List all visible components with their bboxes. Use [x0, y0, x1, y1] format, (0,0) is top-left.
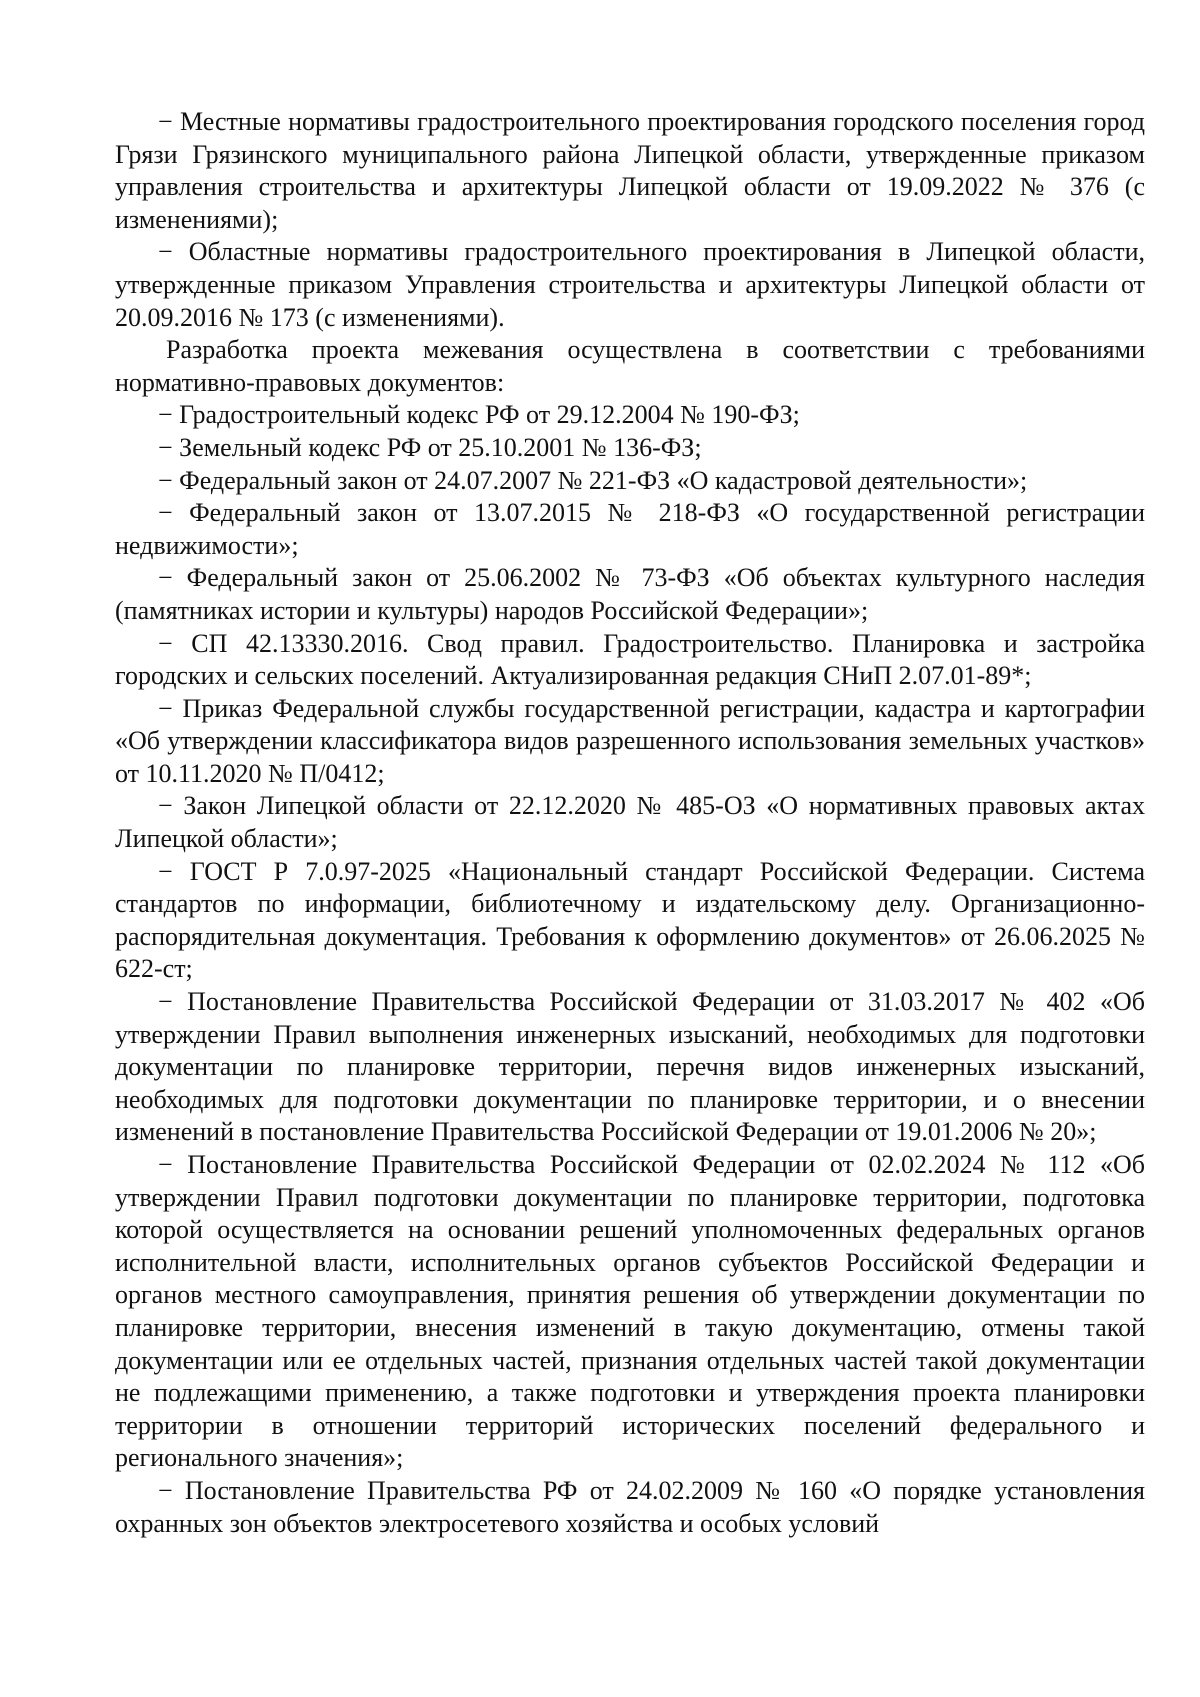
list-item-registration-law: − Федеральный закон от 13.07.2015 № 218-ФЗ «О государственной регистрации недвижимости»; — [115, 498, 1145, 560]
list-item-cultural-heritage-law: − Федеральный закон от 25.06.2002 № 73-ФЗ «Об объектах культурного наследия (памятниках истории и культуры) народов Российской Федерации»; — [115, 563, 1145, 625]
list-item-land-code: − Земельный кодекс РФ от 25.10.2001 № 136-ФЗ; — [158, 432, 702, 462]
document-body — [115, 106, 1145, 1540]
list-item-urban-code: − Градостроительный кодекс РФ от 29.12.2004 № 190-ФЗ; — [158, 400, 800, 430]
list-item-lipetsk-law: − Закон Липецкой области от 22.12.2020 № 485-ОЗ «О нормативных правовых актах Липецкой области»; — [115, 791, 1145, 854]
list-item-cadastral-law: − Федеральный закон от 24.07.2007 № 221-ФЗ «О кадастровой деятельности»; — [158, 465, 1028, 495]
paragraph-regional-standards: − Областные нормативы градостроительного проектирования в Липецкой области, утвержденные приказом Управления строительства и архитектуры Липецкой области от 20.09.2016 № 173 (с изменениями). — [115, 237, 1145, 332]
list-item-resolution-112: − Постановление Правительства Российской Федерации от 02.02.2024 № 112 «Об утверждении Правил подготовки документации по планировке территории, подготовка которой осуществляется на основании решений уполномоченных федеральных органов исполнительной власти, исполнительных органов субъектов Российской Федерации и органов местного самоуправления, принятия решения об утверждении документации по планировке территории, внесения изменений в такую документацию, отмены такой документации или ее отдельных частей, признания отдельных частей такой документации не подлежащими применению, а также подготовки и утверждения проекта планировки территории в отношении территорий исторических поселений федерального и регионального значения»; — [115, 1150, 1145, 1473]
paragraph-local-standards: − Местные нормативы градостроительного проектирования городского поселения город Грязи Грязинского муниципального района Липецкой области, утвержденные приказом управления строительства и архитектуры Липецкой области от 19.09.2022 № 376 (с изменениями); — [115, 107, 1145, 234]
list-item-resolution-402: − Постановление Правительства Российской Федерации от 31.03.2017 № 402 «Об утверждении Правил выполнения инженерных изысканий, необходимых для подготовки документации по планировке территории, перечня видов инженерных изысканий, необходимых для подготовки документации по планировке территории, и о внесении изменений в постановление Правительства Российской Федерации от 19.01.2006 № 20»; — [115, 987, 1145, 1147]
list-item-gost: − ГОСТ Р 7.0.97-2025 «Национальный стандарт Российской Федерации. Система стандартов по информации, библиотечному и издательскому делу. Организационно-распорядительная документация. Требования к оформлению документов» от 26.06.2025 № 622-ст; — [115, 856, 1145, 984]
paragraph-regulatory-intro: Разработка проекта межевания осуществлена в соответствии с требованиями нормативно-правовых документов: — [115, 335, 1145, 397]
list-item-resolution-160: − Постановление Правительства РФ от 24.02.2009 № 160 «О порядке установления охранных зон объектов электросетевого хозяйства и особых условий — [115, 1475, 1145, 1538]
list-item-rosreestr-order: − Приказ Федеральной службы государственной регистрации, кадастра и картографии «Об утверждении классификатора видов разрешенного использования земельных участков» от 10.11.2020 № П/0412; — [115, 693, 1145, 788]
list-item-sp-42: − СП 42.13330.2016. Свод правил. Градостроительство. Планировка и застройка городских и сельских поселений. Актуализированная редакция СНиП 2.07.01-89*; — [115, 628, 1145, 691]
